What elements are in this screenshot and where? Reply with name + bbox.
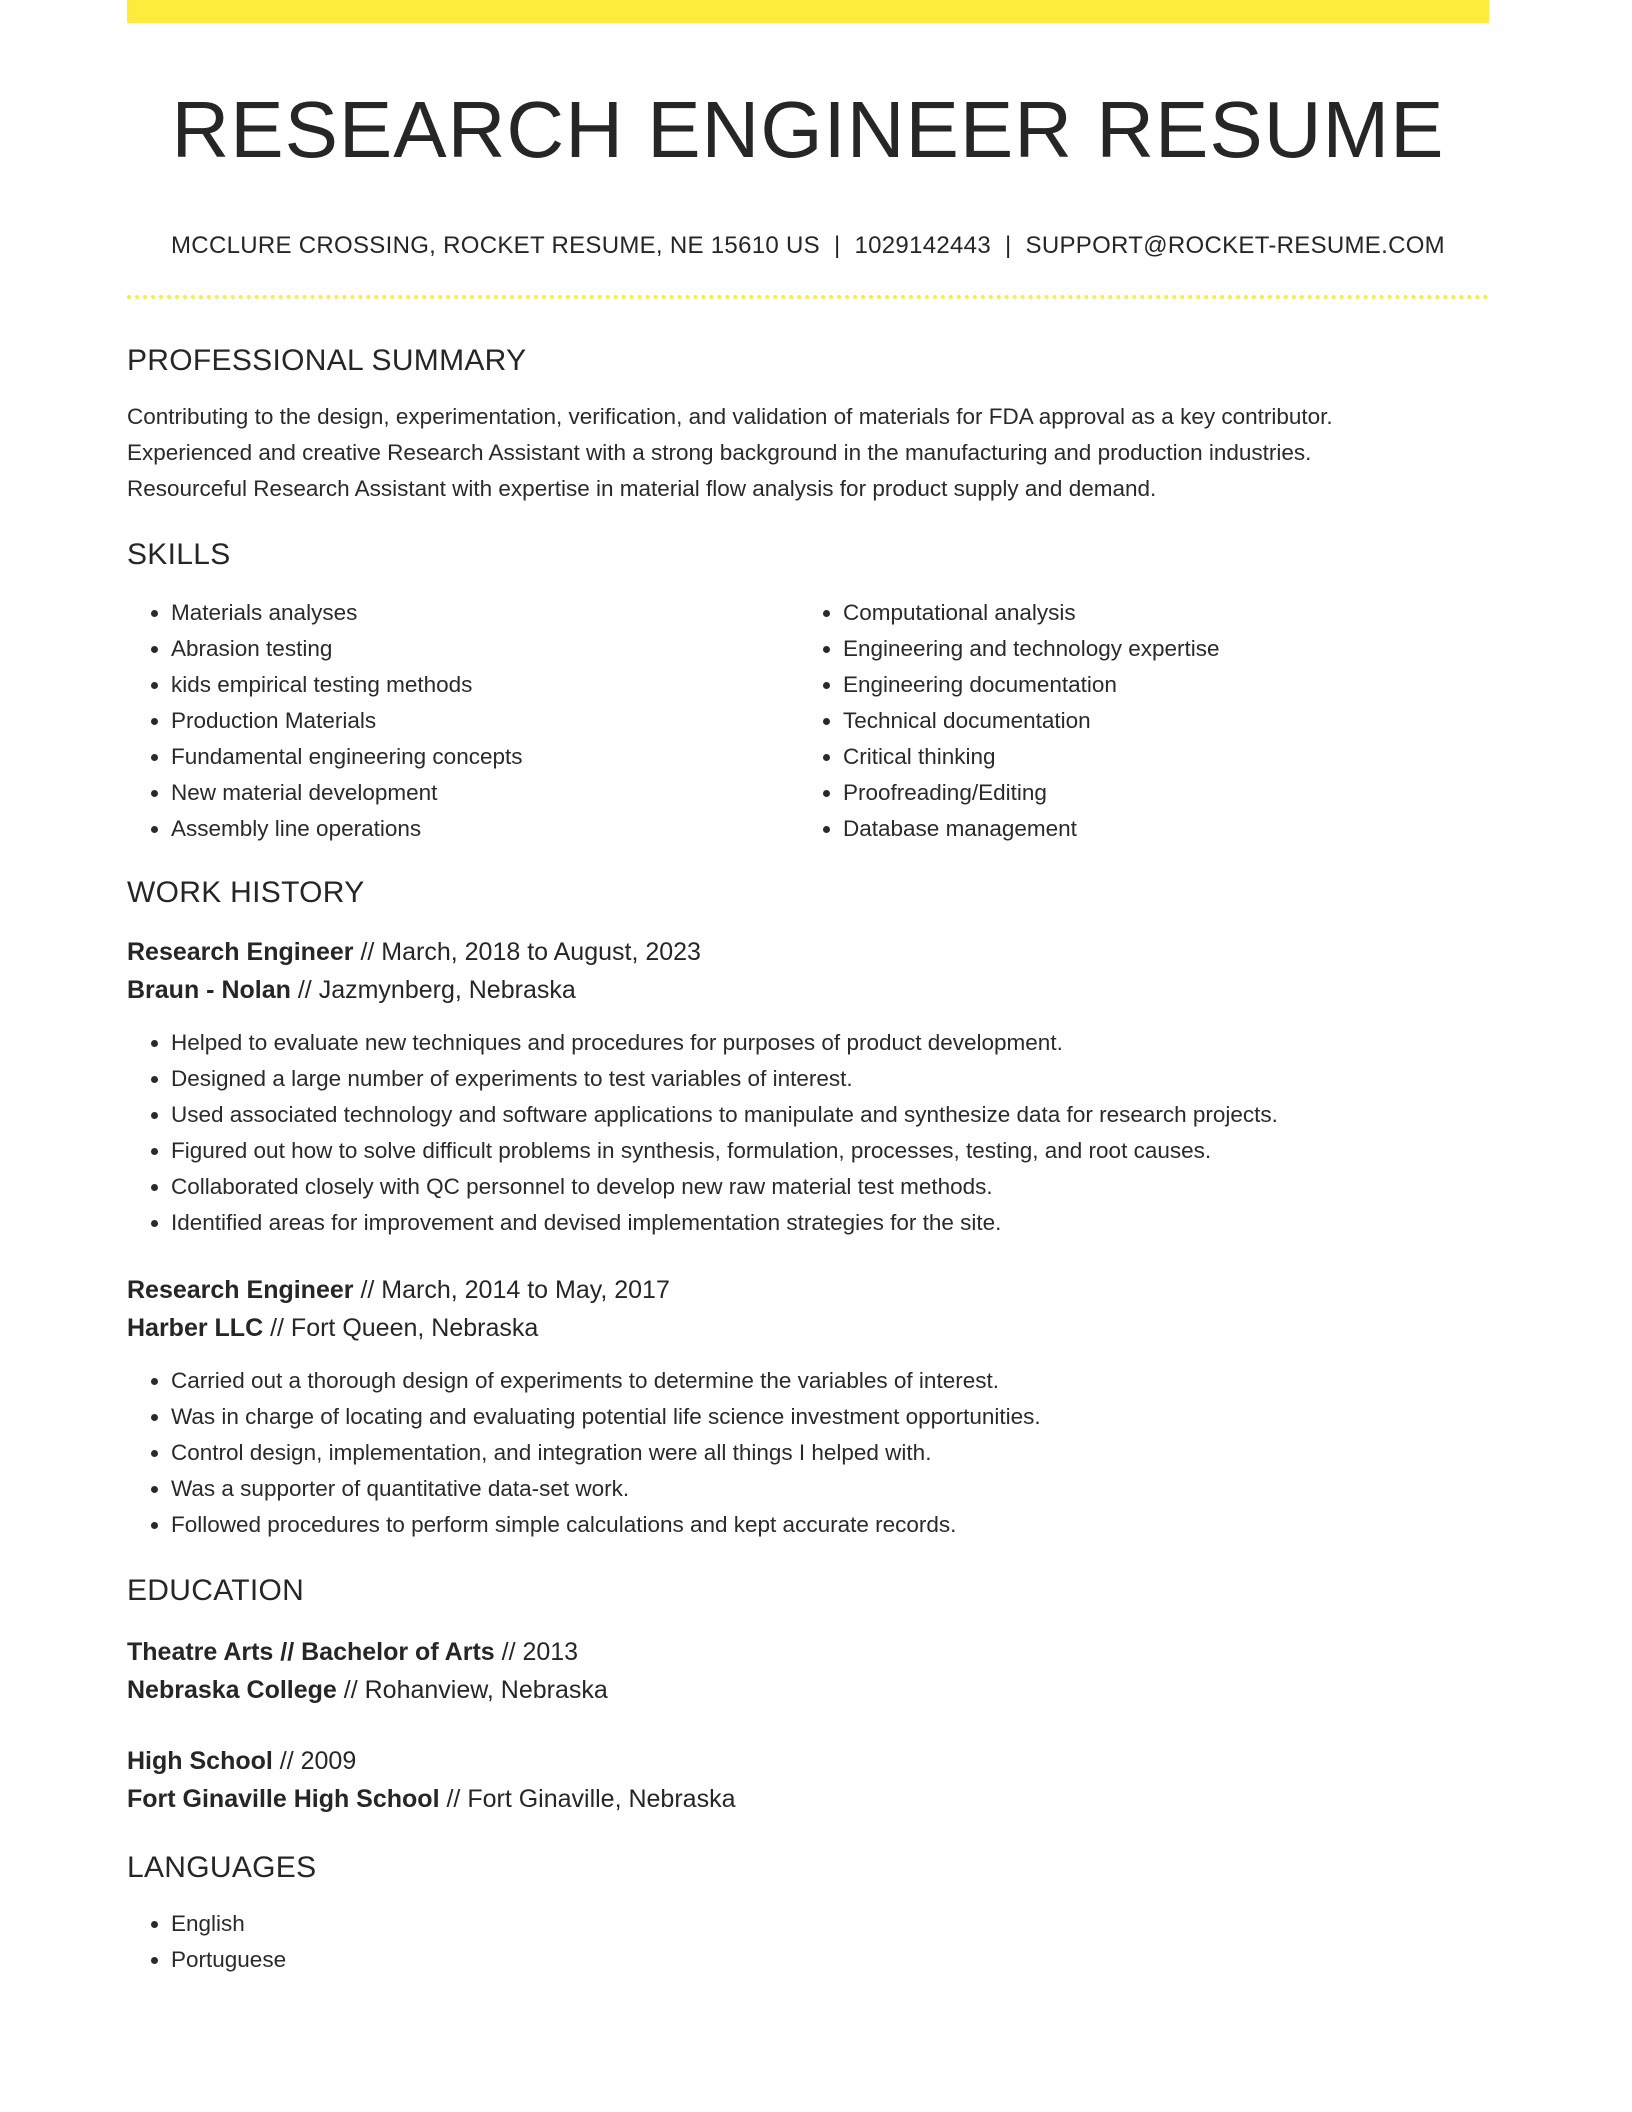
job-company-line — [127, 971, 1489, 1009]
job-title-line — [127, 933, 1489, 971]
skill-item: • kids empirical testing methods — [171, 667, 799, 703]
skills-column-right — [799, 595, 1471, 847]
job-dates: // March, 2014 to May, 2017 — [353, 1276, 670, 1304]
skill-item: • Computational analysis — [843, 595, 1471, 631]
education-school: Fort Ginaville High School — [127, 1785, 440, 1813]
contact-email: SUPPORT@ROCKET-RESUME.COM — [1025, 232, 1445, 259]
education-location: // Fort Ginaville, Nebraska — [439, 1785, 736, 1813]
job-bullet: • Control design, implementation, and integration were all things I helped with. — [171, 1435, 1489, 1471]
job-bullet: • Was a supporter of quantitative data-set work. — [171, 1471, 1489, 1507]
skill-item: • Fundamental engineering concepts — [171, 739, 799, 775]
job-company-line — [127, 1309, 1489, 1347]
skill-item: • Engineering documentation — [843, 667, 1471, 703]
job-title: Research Engineer — [127, 1276, 354, 1304]
education-school-line — [127, 1671, 1489, 1709]
skill-item: • Materials analyses — [171, 595, 799, 631]
languages-heading: LANGUAGES — [127, 1851, 317, 1884]
dotted-divider — [127, 295, 1489, 299]
job-location: // Fort Queen, Nebraska — [263, 1314, 539, 1342]
education-heading: EDUCATION — [127, 1574, 305, 1607]
language-item: • English — [171, 1906, 1489, 1942]
education-school-line — [127, 1780, 1489, 1818]
job-company: Braun - Nolan — [127, 976, 291, 1004]
education-degree-line — [127, 1633, 1489, 1671]
education-degree-line — [127, 1742, 1489, 1780]
skill-item: • Critical thinking — [843, 739, 1471, 775]
job-bullet: • Designed a large number of experiments to test variables of interest. — [171, 1061, 1489, 1097]
job-bullet: • Used associated technology and software applications to manipulate and synthesize data for research projects. — [171, 1097, 1489, 1133]
job-bullet: • Carried out a thorough design of experiments to determine the variables of interest. — [171, 1363, 1489, 1399]
summary-line: Resourceful Research Assistant with expertise in material flow analysis for product supply and demand. — [127, 476, 1157, 501]
contact-address: MCCLURE CROSSING, ROCKET RESUME, NE 15610 US — [171, 232, 820, 259]
contact-phone: 1029142443 — [854, 232, 991, 259]
contact-separator: | — [833, 232, 841, 259]
skill-item: • Production Materials — [171, 703, 799, 739]
job-bullet: • Followed procedures to perform simple calculations and kept accurate records. — [171, 1507, 1489, 1543]
contact-separator: | — [1004, 232, 1012, 259]
skill-item: • Technical documentation — [843, 703, 1471, 739]
summary-line: Experienced and creative Research Assistant with a strong background in the manufacturing and production industries. — [127, 440, 1312, 465]
job-title: Research Engineer — [127, 938, 354, 966]
resume-content — [127, 23, 1489, 1978]
top-accent-bar — [127, 0, 1489, 23]
summary-text — [127, 399, 1489, 507]
job-bullet: • Figured out how to solve difficult problems in synthesis, formulation, processes, testing, and root causes. — [171, 1133, 1489, 1169]
work-history-heading: WORK HISTORY — [127, 876, 365, 909]
job-company: Harber LLC — [127, 1314, 264, 1342]
skills-column-left — [127, 595, 799, 847]
education-school: Nebraska College — [127, 1676, 337, 1704]
summary-line: Contributing to the design, experimentation, verification, and validation of materials for FDA approval as a key contributor. — [127, 404, 1333, 429]
education-year: // 2009 — [272, 1747, 357, 1775]
job-bullet: • Was in charge of locating and evaluating potential life science investment opportunities. — [171, 1399, 1489, 1435]
job-bullet: • Identified areas for improvement and devised implementation strategies for the site. — [171, 1205, 1489, 1241]
skill-item: • Database management — [843, 811, 1471, 847]
skill-item: • New material development — [171, 775, 799, 811]
skill-item: • Assembly line operations — [171, 811, 799, 847]
job-title-line — [127, 1271, 1489, 1309]
job-bullet: • Collaborated closely with QC personnel to develop new raw material test methods. — [171, 1169, 1489, 1205]
job-location: // Jazmynberg, Nebraska — [290, 976, 576, 1004]
skill-item: • Abrasion testing — [171, 631, 799, 667]
education-year: // 2013 — [494, 1638, 579, 1666]
job-bullets — [127, 1363, 1489, 1543]
contact-line — [127, 231, 1489, 261]
skills-heading: SKILLS — [127, 538, 231, 571]
skill-item: • Proofreading/Editing — [843, 775, 1471, 811]
job-bullet: • Helped to evaluate new techniques and procedures for purposes of product development. — [171, 1025, 1489, 1061]
languages-list — [127, 1906, 1489, 1978]
skill-item: • Engineering and technology expertise — [843, 631, 1471, 667]
education-location: // Rohanview, Nebraska — [336, 1676, 608, 1704]
education-degree: High School — [127, 1747, 273, 1775]
skills-grid — [127, 595, 1489, 847]
job-bullets — [127, 1025, 1489, 1241]
language-item: • Portuguese — [171, 1942, 1489, 1978]
job-dates: // March, 2018 to August, 2023 — [353, 938, 701, 966]
education-degree: Theatre Arts // Bachelor of Arts — [127, 1638, 495, 1666]
summary-heading: PROFESSIONAL SUMMARY — [127, 344, 527, 377]
resume-title: RESEARCH ENGINEER RESUME — [171, 85, 1445, 174]
